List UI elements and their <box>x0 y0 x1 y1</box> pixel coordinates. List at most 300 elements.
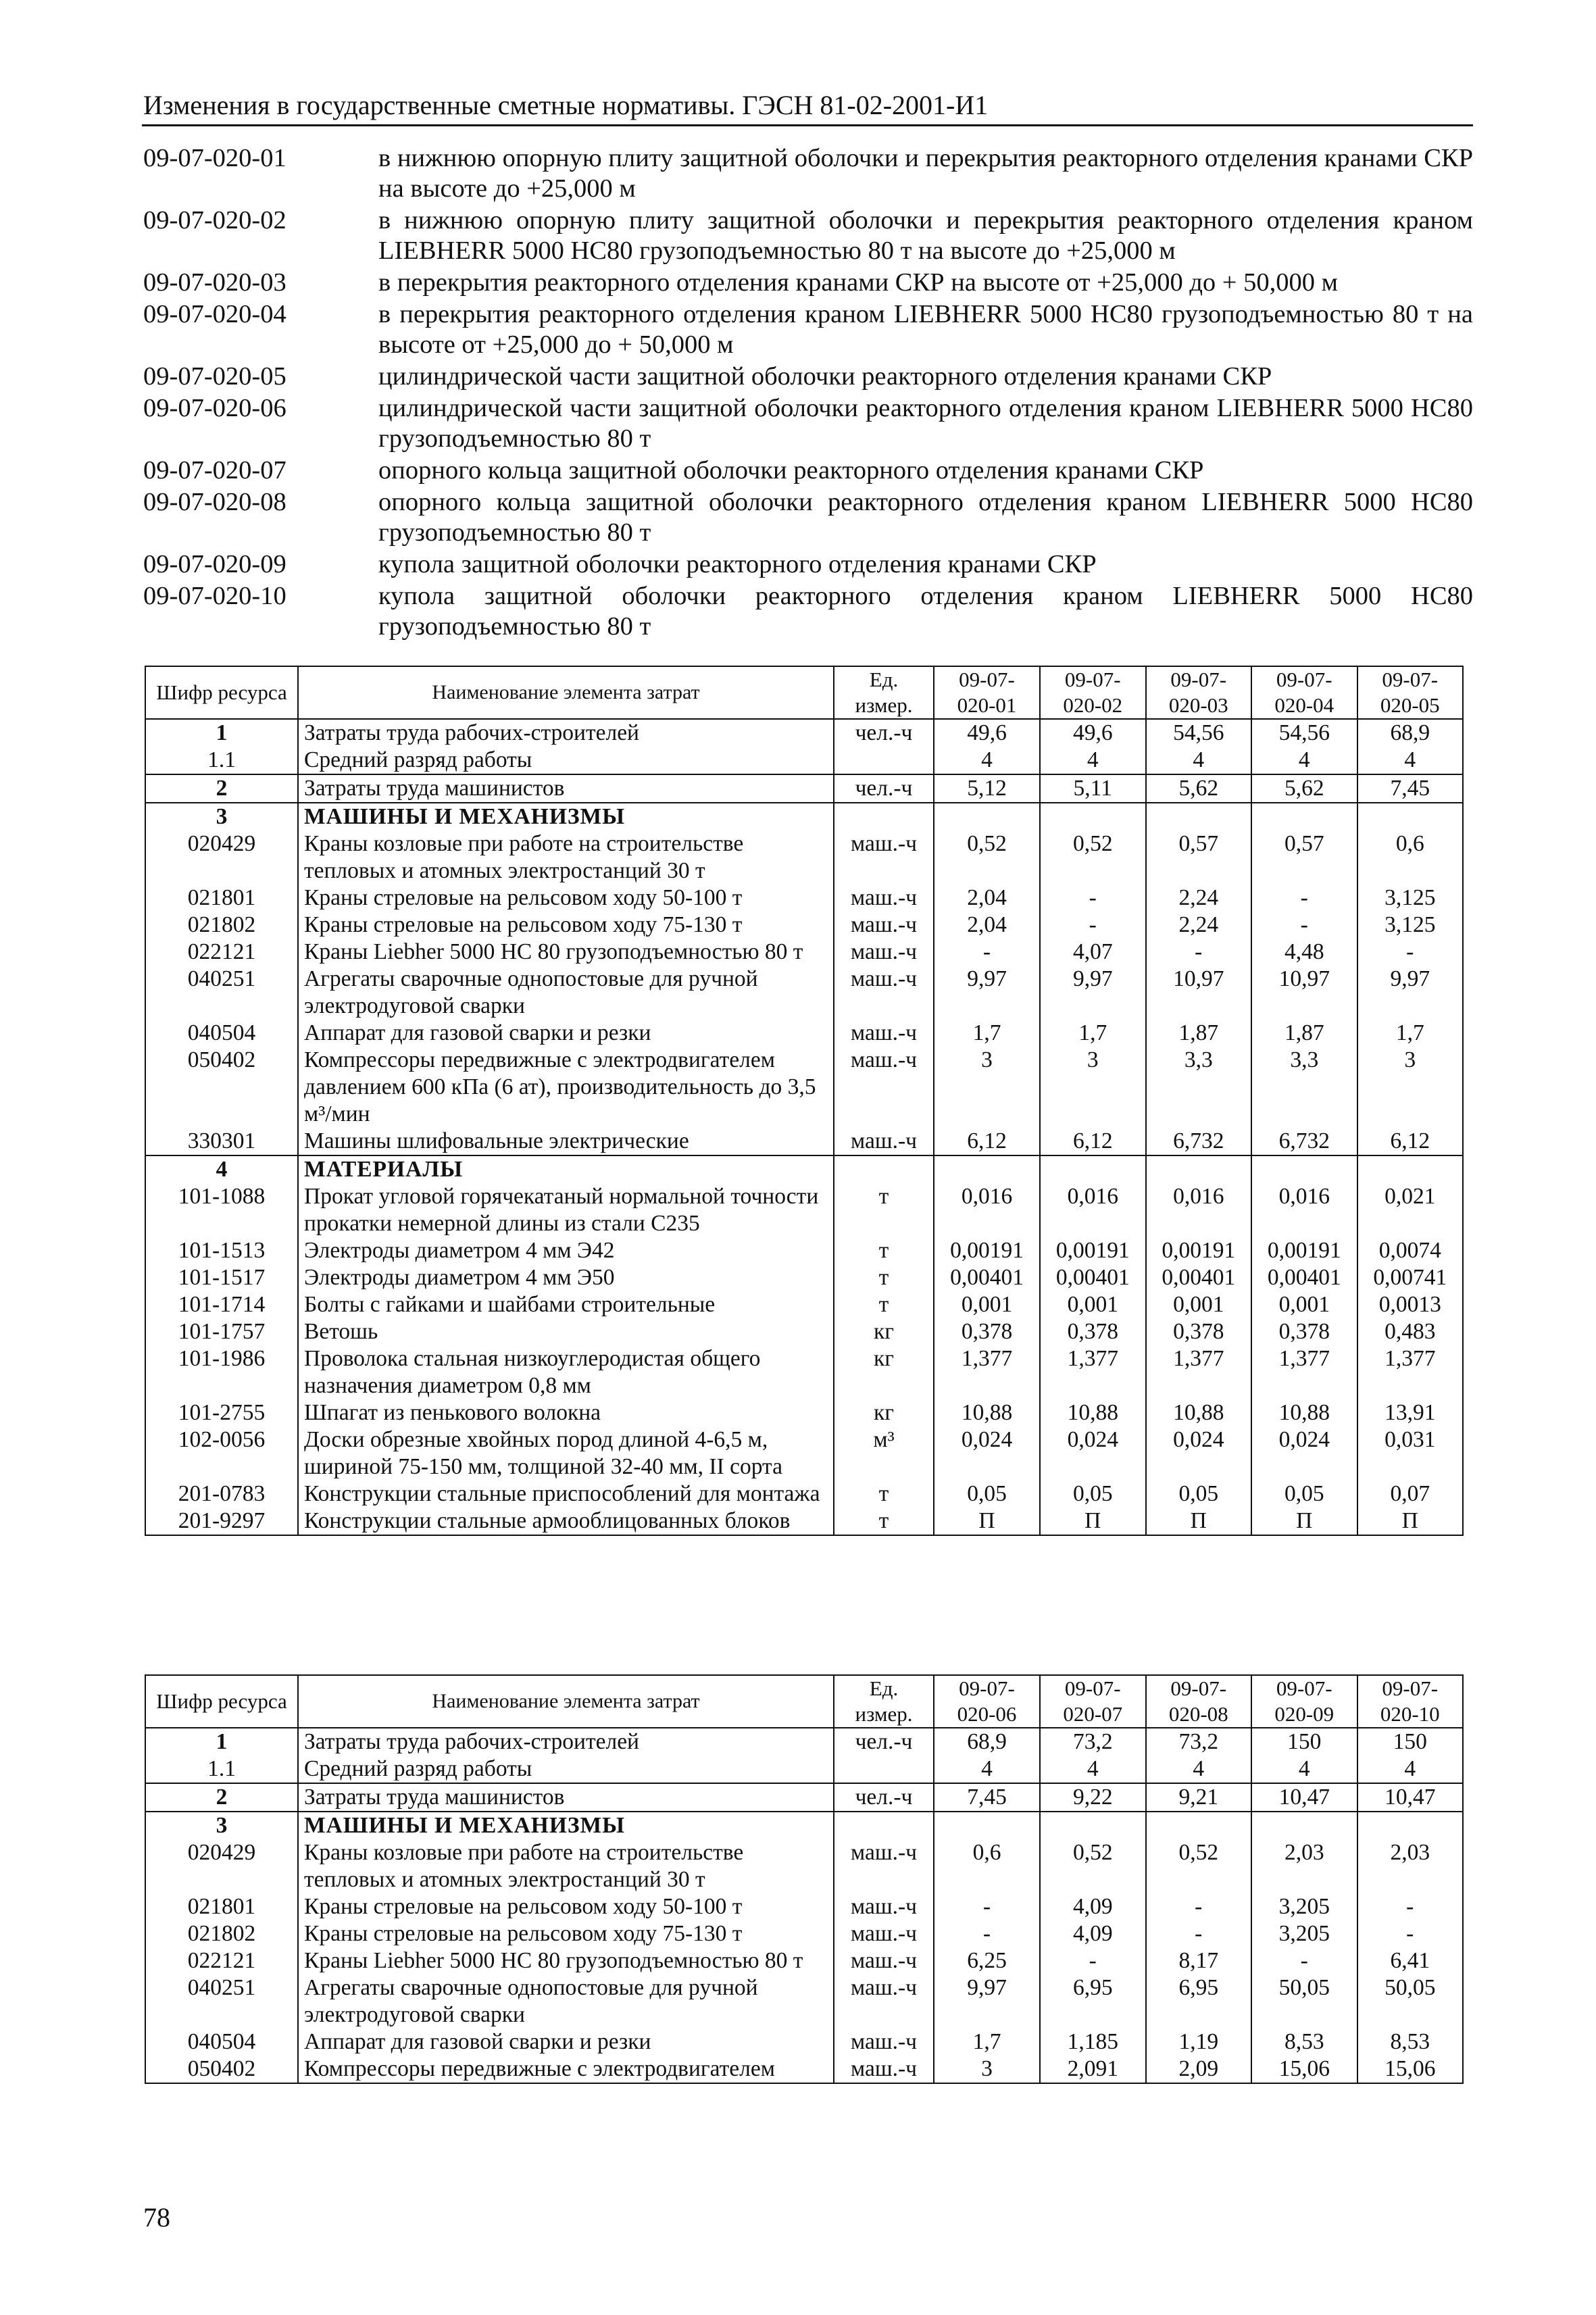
resource-name: Краны стреловые на рельсовом ходу 50-100 т <box>298 1893 834 1920</box>
resource-value: 10,47 <box>1251 1783 1357 1812</box>
resource-code: 2 <box>145 774 298 803</box>
resource-value: - <box>1251 912 1357 939</box>
resource-unit: маш.-ч <box>834 1974 934 2028</box>
norm-code: 09-07-020-09 <box>143 550 286 578</box>
resource-code: 021801 <box>145 1893 298 1920</box>
resource-unit: маш.-ч <box>834 939 934 966</box>
resource-unit: кг <box>834 1345 934 1399</box>
resource-value: 2,24 <box>1146 912 1252 939</box>
resource-value: - <box>1357 939 1464 966</box>
resource-code: 040251 <box>145 1974 298 2028</box>
code-item <box>143 549 1473 580</box>
resource-code: 102-0056 <box>145 1426 298 1480</box>
table-row <box>145 1399 1463 1426</box>
resource-value: 10,88 <box>1251 1399 1357 1426</box>
resource-unit <box>834 1756 934 1783</box>
table-row <box>145 1728 1463 1756</box>
resource-value: 73,2 <box>1146 1728 1252 1756</box>
resource-value: 0,00191 <box>1251 1237 1357 1264</box>
resource-value: 0,001 <box>1146 1291 1252 1318</box>
resource-value: - <box>1357 1920 1464 1947</box>
resource-code: 021801 <box>145 885 298 912</box>
table-row <box>145 1264 1463 1291</box>
resource-name: Электроды диаметром 4 мм Э42 <box>298 1237 834 1264</box>
resource-value: 0,00191 <box>1040 1237 1146 1264</box>
resource-value: 0,024 <box>934 1426 1040 1480</box>
resource-value: 1,87 <box>1146 1020 1252 1047</box>
resource-code: 3 <box>145 1812 298 1839</box>
resource-code: 101-1986 <box>145 1345 298 1399</box>
resource-value: 4 <box>934 747 1040 774</box>
resource-value <box>1357 1812 1464 1839</box>
norm-description: в перекрытия реакторного отделения кранами СКР на высоте от +25,000 до + 50,000 м <box>378 268 1338 297</box>
resource-value: П <box>1357 1508 1464 1535</box>
resource-value <box>1251 1155 1357 1183</box>
norm-code: 09-07-020-02 <box>143 206 286 234</box>
resource-table-1 <box>145 666 1464 1536</box>
table-row <box>145 1128 1463 1155</box>
resource-code: 021802 <box>145 912 298 939</box>
resource-value: 10,88 <box>1040 1399 1146 1426</box>
resource-code: 330301 <box>145 1128 298 1155</box>
resource-value: - <box>934 1920 1040 1947</box>
resource-value: 3 <box>934 1047 1040 1128</box>
resource-value: 0,52 <box>1146 1839 1252 1893</box>
resource-value: 6,95 <box>1040 1974 1146 2028</box>
norm-description: цилиндрической части защитной оболочки реакторного отделения краном LIEBHERR 5000 НС80 грузоподъемностью 80 т <box>378 394 1473 453</box>
resource-value: 6,732 <box>1146 1128 1252 1155</box>
table-row <box>145 830 1463 885</box>
resource-value: 1,7 <box>934 2028 1040 2056</box>
resource-unit: кг <box>834 1399 934 1426</box>
resource-value: 10,97 <box>1146 966 1252 1020</box>
resource-value: 0,00741 <box>1357 1264 1464 1291</box>
resource-value: 50,05 <box>1251 1974 1357 2028</box>
resource-value: 4,48 <box>1251 939 1357 966</box>
resource-name: Компрессоры передвижные с электродвигателем <box>298 2056 834 2083</box>
resource-code: 101-1714 <box>145 1291 298 1318</box>
code-item <box>143 299 1473 360</box>
norm-description: цилиндрической части защитной оболочки реакторного отделения кранами СКР <box>378 362 1272 391</box>
resource-value: - <box>1251 1947 1357 1974</box>
resource-value: 0,00401 <box>1146 1264 1252 1291</box>
resource-name: Краны козловые при работе на строительстве тепловых и атомных электростанций 30 т <box>298 830 834 885</box>
resource-value: - <box>1040 1947 1146 1974</box>
resource-value: 3,125 <box>1357 885 1464 912</box>
code-item <box>143 487 1473 548</box>
resource-value: 15,06 <box>1251 2056 1357 2083</box>
resource-value: 2,24 <box>1146 885 1252 912</box>
resource-value: 3,3 <box>1251 1047 1357 1128</box>
resource-name: Машины шлифовальные электрические <box>298 1128 834 1155</box>
table-row <box>145 1783 1463 1812</box>
resource-value: 0,52 <box>1040 1839 1146 1893</box>
resource-value: 4 <box>1040 1756 1146 1783</box>
resource-name: Компрессоры передвижные с электродвигателем давлением 600 кПа (6 ат), производительность до 3,5 м³/мин <box>298 1047 834 1128</box>
resource-unit: маш.-ч <box>834 1128 934 1155</box>
header-unit: Ед. измер. <box>834 666 934 719</box>
resource-value: 49,6 <box>934 719 1040 747</box>
resource-value: 6,12 <box>934 1128 1040 1155</box>
resource-value: 150 <box>1251 1728 1357 1756</box>
table-row <box>145 1812 1463 1839</box>
resource-value: 8,53 <box>1251 2028 1357 2056</box>
resource-value: 1,7 <box>1040 1020 1146 1047</box>
resource-unit: маш.-ч <box>834 885 934 912</box>
resource-name: МАТЕРИАЛЫ <box>298 1155 834 1183</box>
table-row <box>145 719 1463 747</box>
running-head: Изменения в государственные сметные нормативы. ГЭСН 81-02-2001-И1 <box>143 90 989 120</box>
table-row <box>145 1756 1463 1783</box>
resource-value: 9,21 <box>1146 1783 1252 1812</box>
resource-value: 50,05 <box>1357 1974 1464 2028</box>
resource-value: 1,377 <box>1357 1345 1464 1399</box>
table-row <box>145 939 1463 966</box>
resource-name: Агрегаты сварочные однопостовые для ручной электродуговой сварки <box>298 1974 834 2028</box>
resource-value: 1,377 <box>1146 1345 1252 1399</box>
resource-code: 020429 <box>145 1839 298 1893</box>
resource-value: 68,9 <box>934 1728 1040 1756</box>
resource-value: 10,97 <box>1251 966 1357 1020</box>
resource-value: 0,05 <box>1251 1480 1357 1508</box>
resource-value: 0,016 <box>1251 1183 1357 1237</box>
resource-code: 1.1 <box>145 1756 298 1783</box>
header-unit: Ед. измер. <box>834 1675 934 1728</box>
resource-value: 49,6 <box>1040 719 1146 747</box>
resource-value: 1,185 <box>1040 2028 1146 2056</box>
resource-code: 021802 <box>145 1920 298 1947</box>
resource-unit <box>834 747 934 774</box>
resource-value: П <box>1040 1508 1146 1535</box>
table-row <box>145 774 1463 803</box>
table-row <box>145 2028 1463 2056</box>
resource-code: 101-1517 <box>145 1264 298 1291</box>
resource-value <box>1251 1812 1357 1839</box>
resource-value: 9,97 <box>1040 966 1146 1020</box>
code-item <box>143 393 1473 454</box>
resource-value: 0,00191 <box>934 1237 1040 1264</box>
resource-value: 1,7 <box>934 1020 1040 1047</box>
resource-value: 4 <box>1357 747 1464 774</box>
resource-unit: маш.-ч <box>834 2056 934 2083</box>
resource-value: 10,88 <box>1146 1399 1252 1426</box>
resource-value: 4 <box>1251 747 1357 774</box>
header-col: 09-07-020-01 <box>934 666 1040 719</box>
table-row <box>145 1426 1463 1480</box>
resource-name: Краны стреловые на рельсовом ходу 75-130 т <box>298 912 834 939</box>
resource-value: 2,091 <box>1040 2056 1146 2083</box>
resource-code: 050402 <box>145 2056 298 2083</box>
resource-value: 0,483 <box>1357 1318 1464 1345</box>
resource-value: - <box>934 1893 1040 1920</box>
resource-value: 1,19 <box>1146 2028 1252 2056</box>
resource-value: 0,378 <box>1251 1318 1357 1345</box>
resource-name: Затраты труда рабочих-строителей <box>298 1728 834 1756</box>
table-row <box>145 885 1463 912</box>
resource-value: 7,45 <box>934 1783 1040 1812</box>
resource-name: Прокат угловой горячекатаный нормальной точности прокатки немерной длины из стали С235 <box>298 1183 834 1237</box>
resource-name: Аппарат для газовой сварки и резки <box>298 2028 834 2056</box>
resource-value: - <box>1146 939 1252 966</box>
resource-unit: чел.-ч <box>834 1783 934 1812</box>
resource-value: 0,07 <box>1357 1480 1464 1508</box>
header-name: Наименование элемента затрат <box>298 1675 834 1728</box>
table-row <box>145 1480 1463 1508</box>
resource-value: 0,378 <box>1146 1318 1252 1345</box>
resource-value <box>1251 803 1357 830</box>
resource-value: 73,2 <box>1040 1728 1146 1756</box>
resource-value: 0,021 <box>1357 1183 1464 1237</box>
resource-value: 0,05 <box>1040 1480 1146 1508</box>
norm-description: купола защитной оболочки реакторного отделения кранами СКР <box>378 550 1097 578</box>
table-row <box>145 1508 1463 1535</box>
resource-value: 0,378 <box>934 1318 1040 1345</box>
resource-code: 1.1 <box>145 747 298 774</box>
page-number: 78 <box>143 2202 170 2233</box>
table-row <box>145 1047 1463 1128</box>
table-row <box>145 1839 1463 1893</box>
resource-value: 0,00401 <box>1040 1264 1146 1291</box>
resource-code: 040251 <box>145 966 298 1020</box>
table-row <box>145 1318 1463 1345</box>
resource-value: П <box>1251 1508 1357 1535</box>
norm-description: в нижнюю опорную плиту защитной оболочки и перекрытия реакторного отделения краном LIEBHERR 5000 НС80 грузоподъемностью 80 т на высоте до +25,000 м <box>378 206 1473 265</box>
resource-value: 1,377 <box>1251 1345 1357 1399</box>
resource-value: 9,97 <box>1357 966 1464 1020</box>
norm-description: купола защитной оболочки реакторного отделения краном LIEBHERR 5000 НС80 грузоподъемностью 80 т <box>378 582 1473 641</box>
resource-unit: маш.-ч <box>834 1920 934 1947</box>
resource-value: 0,024 <box>1146 1426 1252 1480</box>
resource-value: 6,41 <box>1357 1947 1464 1974</box>
header-col: 09-07-020-02 <box>1040 666 1146 719</box>
header-col: 09-07-020-08 <box>1146 1675 1252 1728</box>
resource-unit: чел.-ч <box>834 719 934 747</box>
resource-value: - <box>1040 885 1146 912</box>
resource-unit: т <box>834 1237 934 1264</box>
resource-value <box>1040 1155 1146 1183</box>
resource-value: 0,001 <box>1251 1291 1357 1318</box>
resource-value: 0,016 <box>1146 1183 1252 1237</box>
resource-value: 0,00401 <box>934 1264 1040 1291</box>
resource-value: 0,0013 <box>1357 1291 1464 1318</box>
header-col: 09-07-020-09 <box>1251 1675 1357 1728</box>
resource-code: 101-1088 <box>145 1183 298 1237</box>
resource-value: 5,11 <box>1040 774 1146 803</box>
resource-value: 0,001 <box>1040 1291 1146 1318</box>
header-col: 09-07-020-03 <box>1146 666 1252 719</box>
resource-value: 9,22 <box>1040 1783 1146 1812</box>
resource-value: 54,56 <box>1251 719 1357 747</box>
resource-unit <box>834 1812 934 1839</box>
resource-value: 54,56 <box>1146 719 1252 747</box>
resource-value: 0,024 <box>1251 1426 1357 1480</box>
code-item <box>143 581 1473 642</box>
table-row <box>145 1974 1463 2028</box>
resource-unit: кг <box>834 1318 934 1345</box>
norm-code: 09-07-020-03 <box>143 268 286 297</box>
resource-value: 2,03 <box>1251 1839 1357 1893</box>
resource-value: 4,09 <box>1040 1920 1146 1947</box>
resource-value: 8,53 <box>1357 2028 1464 2056</box>
header-rule <box>142 124 1473 126</box>
resource-unit: т <box>834 1264 934 1291</box>
resource-value: 4 <box>1146 747 1252 774</box>
resource-value: 4 <box>1040 747 1146 774</box>
resource-name: Доски обрезные хвойных пород длиной 4-6,5 м, шириной 75-150 мм, толщиной 32-40 мм, II сорта <box>298 1426 834 1480</box>
resource-code: 101-1757 <box>145 1318 298 1345</box>
norm-code: 09-07-020-08 <box>143 488 286 516</box>
norm-description: в нижнюю опорную плиту защитной оболочки и перекрытия реакторного отделения кранами СКР на высоте до +25,000 м <box>378 144 1473 203</box>
resource-value: 0,6 <box>934 1839 1040 1893</box>
resource-unit: т <box>834 1291 934 1318</box>
resource-value: 1,377 <box>1040 1345 1146 1399</box>
resource-value: - <box>1146 1920 1252 1947</box>
resource-code: 022121 <box>145 1947 298 1974</box>
resource-name: Затраты труда машинистов <box>298 1783 834 1812</box>
norm-code: 09-07-020-07 <box>143 456 286 484</box>
resource-value: 0,00191 <box>1146 1237 1252 1264</box>
resource-value: 9,97 <box>934 1974 1040 2028</box>
resource-value: 10,47 <box>1357 1783 1464 1812</box>
resource-value: 150 <box>1357 1728 1464 1756</box>
resource-unit: маш.-ч <box>834 1020 934 1047</box>
resource-name: Краны стреловые на рельсовом ходу 75-130 т <box>298 1920 834 1947</box>
resource-value: 4 <box>1146 1756 1252 1783</box>
resource-code: 2 <box>145 1783 298 1812</box>
resource-value: 2,04 <box>934 912 1040 939</box>
resource-value: 0,00401 <box>1251 1264 1357 1291</box>
resource-name: Ветошь <box>298 1318 834 1345</box>
resource-code: 201-0783 <box>145 1480 298 1508</box>
resource-value: 3 <box>1357 1047 1464 1128</box>
resource-code: 4 <box>145 1155 298 1183</box>
resource-value <box>1040 803 1146 830</box>
table-row <box>145 1947 1463 1974</box>
resource-value: 6,12 <box>1040 1128 1146 1155</box>
resource-value: 0,031 <box>1357 1426 1464 1480</box>
resource-unit: маш.-ч <box>834 1047 934 1128</box>
resource-value <box>934 803 1040 830</box>
resource-value: 1,87 <box>1251 1020 1357 1047</box>
resource-name: Средний разряд работы <box>298 1756 834 1783</box>
resource-value: П <box>934 1508 1040 1535</box>
resource-value: - <box>1146 1893 1252 1920</box>
resource-code: 050402 <box>145 1047 298 1128</box>
resource-name: Проволока стальная низкоуглеродистая общего назначения диаметром 0,8 мм <box>298 1345 834 1399</box>
resource-value <box>1146 1155 1252 1183</box>
resource-name: Шпагат из пенькового волокна <box>298 1399 834 1426</box>
resource-code: 040504 <box>145 2028 298 2056</box>
resource-value: - <box>1251 885 1357 912</box>
resource-unit: маш.-ч <box>834 2028 934 2056</box>
resource-value: 2,03 <box>1357 1839 1464 1893</box>
code-description-list <box>143 143 1473 643</box>
resource-value: 0,001 <box>934 1291 1040 1318</box>
resource-value: 3 <box>1040 1047 1146 1128</box>
header-col: 09-07-020-10 <box>1357 1675 1464 1728</box>
resource-value: 4,09 <box>1040 1893 1146 1920</box>
resource-value: 7,45 <box>1357 774 1464 803</box>
resource-code: 040504 <box>145 1020 298 1047</box>
resource-value: 0,52 <box>1040 830 1146 885</box>
resource-value <box>1357 803 1464 830</box>
table-row <box>145 747 1463 774</box>
resource-code: 201-9297 <box>145 1508 298 1535</box>
resource-value: 1,7 <box>1357 1020 1464 1047</box>
resource-unit: маш.-ч <box>834 1839 934 1893</box>
table-row <box>145 1020 1463 1047</box>
code-item <box>143 362 1473 392</box>
resource-name: Затраты труда машинистов <box>298 774 834 803</box>
resource-name: Краны Liebher 5000 НС 80 грузоподъемностью 80 т <box>298 939 834 966</box>
resource-value: 0,024 <box>1040 1426 1146 1480</box>
resource-value <box>1146 803 1252 830</box>
resource-code: 101-1513 <box>145 1237 298 1264</box>
norm-code: 09-07-020-05 <box>143 362 286 391</box>
resource-value: 0,05 <box>934 1480 1040 1508</box>
norm-code: 09-07-020-01 <box>143 144 286 172</box>
resource-unit: т <box>834 1508 934 1535</box>
norm-code: 09-07-020-04 <box>143 300 286 328</box>
resource-value: - <box>1357 1893 1464 1920</box>
code-item <box>143 143 1473 204</box>
resource-value: 3,125 <box>1357 912 1464 939</box>
norm-description: опорного кольца защитной оболочки реакторного отделения кранами СКР <box>378 456 1204 484</box>
table-row <box>145 1237 1463 1264</box>
table-row <box>145 2056 1463 2083</box>
resource-code: 022121 <box>145 939 298 966</box>
resource-value: 0,378 <box>1040 1318 1146 1345</box>
resource-value: 5,12 <box>934 774 1040 803</box>
table-row <box>145 803 1463 830</box>
resource-name: Аппарат для газовой сварки и резки <box>298 1020 834 1047</box>
resource-value: 13,91 <box>1357 1399 1464 1426</box>
resource-name: Конструкции стальные армооблицованных блоков <box>298 1508 834 1535</box>
norm-description: опорного кольца защитной оболочки реакторного отделения краном LIEBHERR 5000 НС80 грузоподъемностью 80 т <box>378 488 1473 547</box>
header-col: 09-07-020-07 <box>1040 1675 1146 1728</box>
resource-value: 0,016 <box>1040 1183 1146 1237</box>
resource-name: Средний разряд работы <box>298 747 834 774</box>
resource-value: 9,97 <box>934 966 1040 1020</box>
resource-value: 2,04 <box>934 885 1040 912</box>
header-col: 09-07-020-06 <box>934 1675 1040 1728</box>
resource-value: 0,0074 <box>1357 1237 1464 1264</box>
resource-name: Краны стреловые на рельсовом ходу 50-100 т <box>298 885 834 912</box>
resource-value: 6,12 <box>1357 1128 1464 1155</box>
table-row <box>145 1345 1463 1399</box>
resource-value: 3,205 <box>1251 1893 1357 1920</box>
resource-value: 0,6 <box>1357 830 1464 885</box>
code-item <box>143 205 1473 266</box>
resource-name: МАШИНЫ И МЕХАНИЗМЫ <box>298 803 834 830</box>
resource-value <box>934 1812 1040 1839</box>
resource-code: 1 <box>145 1728 298 1756</box>
table-row <box>145 1155 1463 1183</box>
resource-value: 4,07 <box>1040 939 1146 966</box>
norm-code: 09-07-020-10 <box>143 582 286 610</box>
header-col: 09-07-020-04 <box>1251 666 1357 719</box>
resource-value <box>1040 1812 1146 1839</box>
resource-name: Конструкции стальные приспособлений для монтажа <box>298 1480 834 1508</box>
resource-value: 4 <box>934 1756 1040 1783</box>
resource-value: П <box>1146 1508 1252 1535</box>
resource-value: 0,05 <box>1146 1480 1252 1508</box>
code-item <box>143 455 1473 486</box>
resource-code: 101-2755 <box>145 1399 298 1426</box>
resource-value: 5,62 <box>1146 774 1252 803</box>
resource-value: 6,95 <box>1146 1974 1252 2028</box>
header-col: 09-07-020-05 <box>1357 666 1464 719</box>
